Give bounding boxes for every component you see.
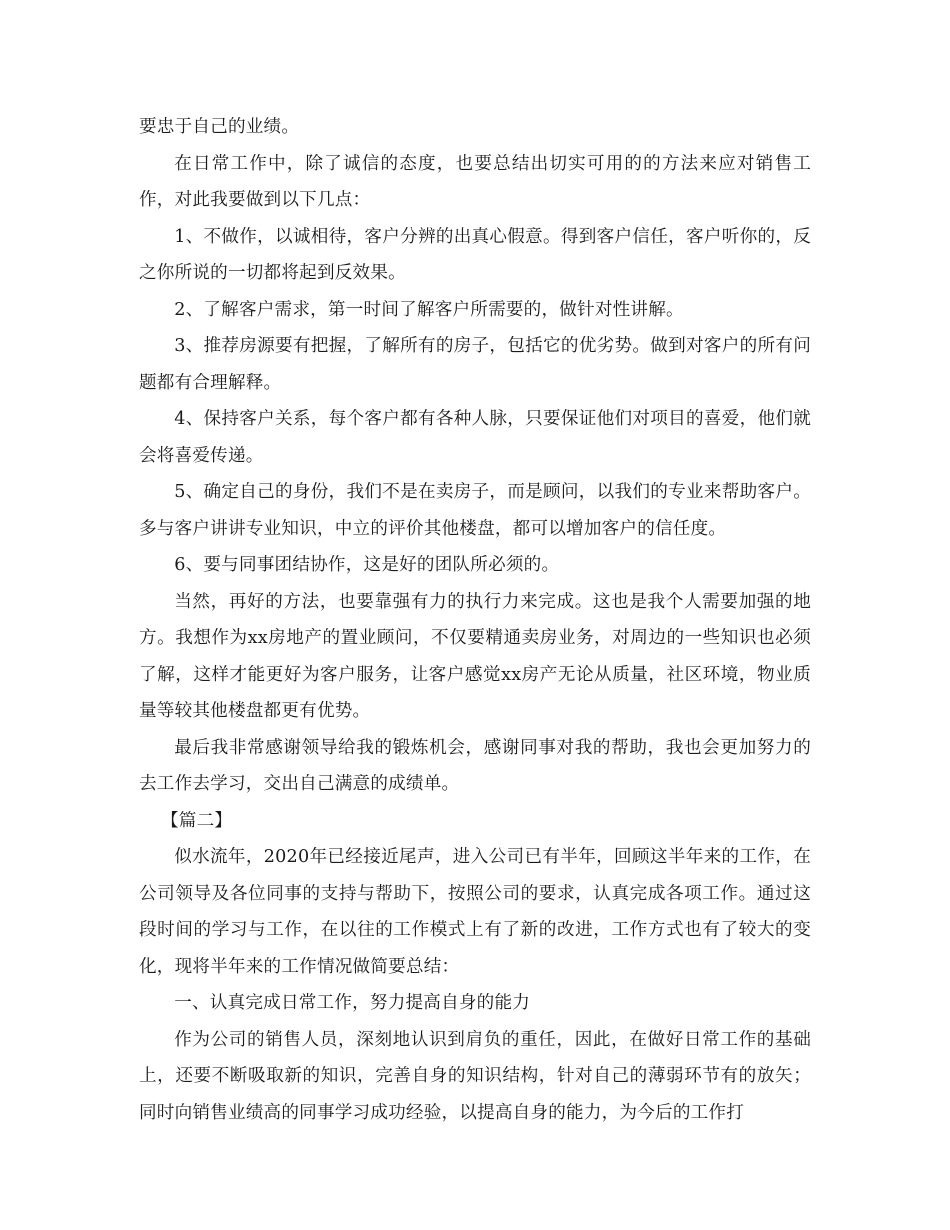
paragraph: 作为公司的销售人员，深刻地认识到肩负的重任，因此，在做好日常工作的基础上，还要不断吸取新的知识，完善自身的知识结构，针对自己的薄弱环节有的放矢；同时向销售业绩高的同事学习成功经验，以提高自身的能力，为今后的工作打: [139, 1029, 811, 1123]
subheading: 一、认真完成日常工作，努力提高自身的能力: [174, 993, 531, 1013]
paragraph: 最后我非常感谢领导给我的锻炼机会，感谢同事对我的帮助，我也会更加努力的去工作去学习，交出自己满意的成绩单。: [139, 737, 811, 794]
section-title: 【篇二】: [161, 810, 233, 831]
paragraph: 3、推荐房源要有把握，了解所有的房子，包括它的优劣势。做到对客户的所有问题都有合理解释。: [139, 336, 811, 393]
paragraph: 6、要与同事团结协作，这是好的团队所必须的。: [174, 555, 560, 575]
paragraph: 在日常工作中，除了诚信的态度，也要总结出切实可用的的方法来应对销售工作，对此我要做到以下几点：: [139, 153, 811, 210]
paragraph: 5、确定自己的身份，我们不是在卖房子，而是顾问，以我们的专业来帮助客户。多与客户讲讲专业知识，中立的评价其他楼盘，都可以增加客户的信任度。: [139, 482, 811, 539]
paragraph: 2、了解客户需求，第一时间了解客户所需要的，做针对性讲解。: [174, 299, 684, 320]
paragraph: 似水流年，2020年已经接近尾声，进入公司已有半年，回顾这半年来的工作，在公司领导及各位同事的支持与帮助下，按照公司的要求，认真完成各项工作。通过这段时间的学习与工作，在以往的工作模式上有了新的改进，工作方式也有了较大的变化，现将半年来的工作情况做简要总结：: [139, 847, 811, 977]
paragraph: 4、保持客户关系，每个客户都有各种人脉，只要保证他们对项目的喜爱，他们就会将喜爱传递。: [139, 409, 811, 466]
paragraph: 要忠于自己的业绩。: [139, 117, 300, 137]
paragraph: 1、不做作，以诚相待，客户分辨的出真心假意。得到客户信任，客户听你的，反之你所说的一切都将起到反效果。: [139, 226, 811, 283]
paragraph: 当然，再好的方法，也要靠强有力的执行力来完成。这也是我个人需要加强的地方。我想作为xx房地产的置业顾问，不仅要精通卖房业务，对周边的一些知识也必须了解，这样才能更好为客户服务，让客户感觉xx房产无论从质量，社区环境，物业质量等较其他楼盘都更有优势。: [139, 591, 811, 721]
document-page: [139, 109, 811, 1131]
